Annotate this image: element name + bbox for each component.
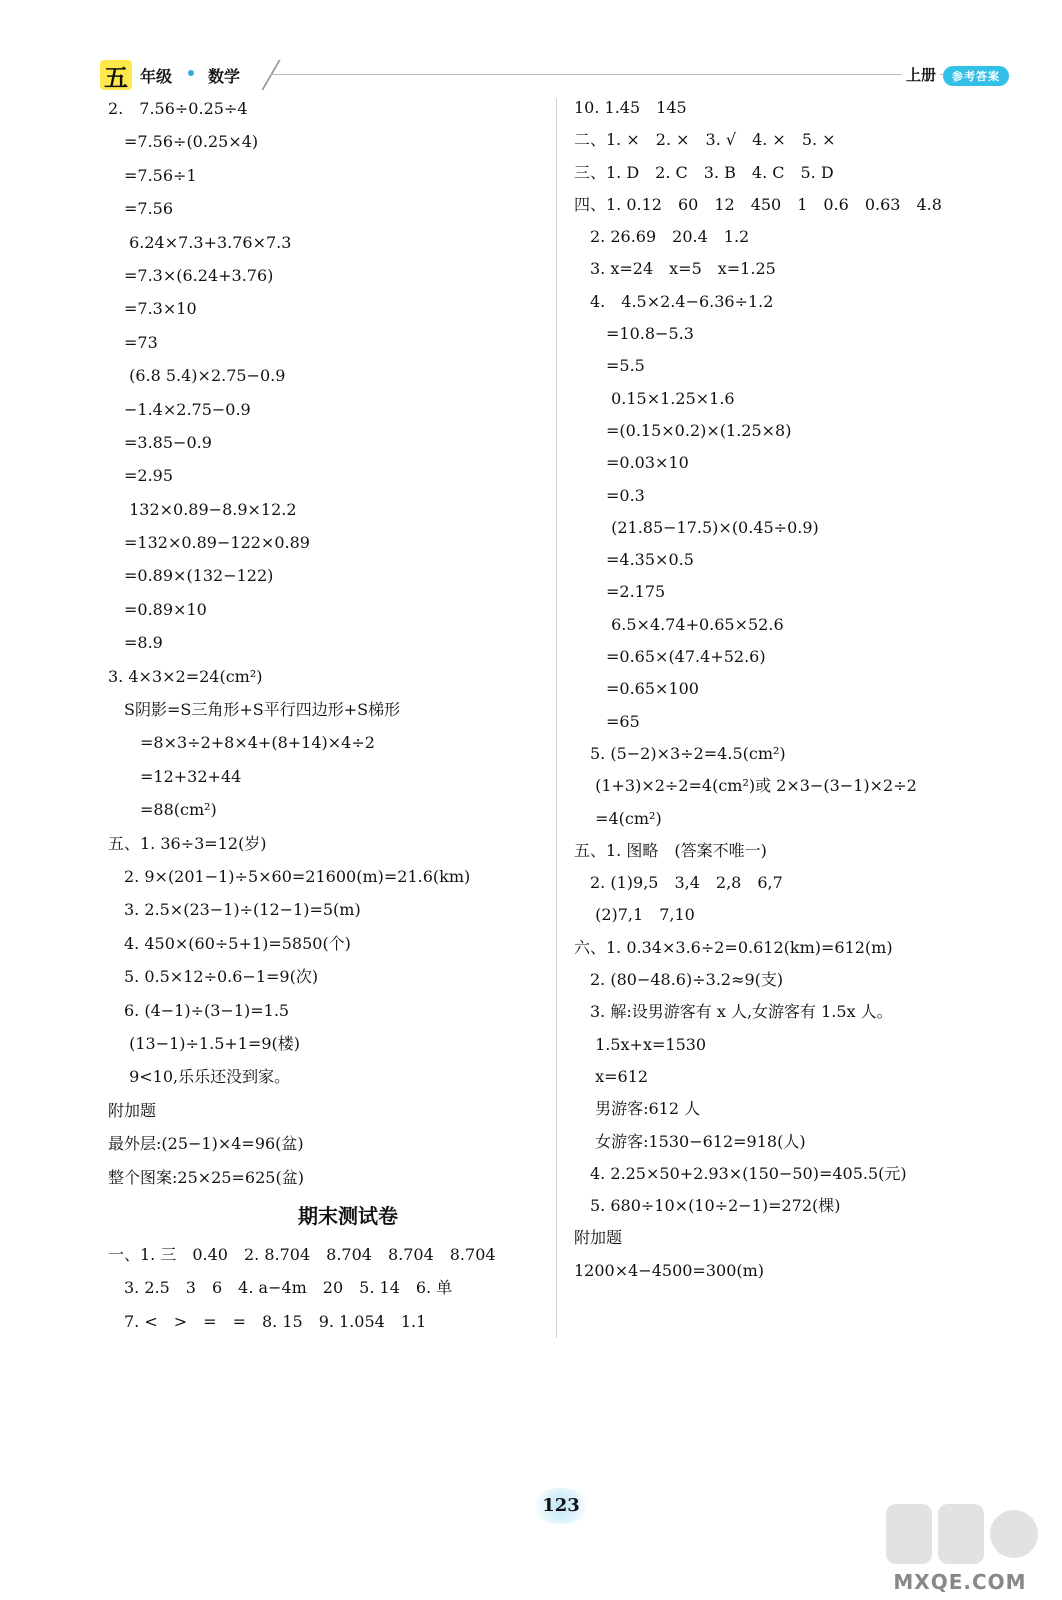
answer-line: =7.56÷1 [108, 165, 197, 185]
answer-line: (2)7,1 7,10 [574, 905, 695, 925]
answer-line: =0.89×10 [108, 599, 207, 619]
answer-line: =10.8−5.3 [574, 324, 694, 344]
answer-line: =0.03×10 [574, 453, 689, 473]
separator-dot-icon [188, 70, 194, 76]
answer-line: =8.9 [108, 633, 163, 653]
grade-label: 年级 [140, 67, 173, 86]
answer-line: 3. x=24 x=5 x=1.25 [574, 259, 776, 279]
answer-line: =0.3 [574, 485, 645, 505]
answer-line: 5. (5−2)×3÷2=4.5(cm²) [574, 743, 786, 763]
subject-label: 数学 [208, 67, 241, 86]
answer-line: 6. (4−1)÷(3−1)=1.5 [108, 1000, 290, 1020]
answer-line: =5.5 [574, 356, 645, 376]
answer-line: 9<10,乐乐还没到家。 [108, 1067, 291, 1087]
answer-line: 0.15×1.25×1.6 [574, 388, 735, 408]
answer-line: 1200×4−4500=300(m) [574, 1260, 765, 1280]
header-slash [241, 60, 280, 90]
answer-line: 1.5x+x=1530 [574, 1034, 707, 1054]
answer-badge: 参考答案 [943, 66, 1009, 86]
answer-line: =4(cm²) [574, 808, 662, 828]
answer-line: =12+32+44 [108, 766, 242, 786]
answer-line: 2. 7.56÷0.25÷4 [108, 99, 248, 118]
answer-line: 4. 450×(60÷5+1)=5850(个) [108, 933, 351, 953]
answer-line: =(0.15×0.2)×(1.25×8) [574, 420, 792, 440]
left-answer-lines-after [108, 1238, 548, 1338]
answer-line: 2. (80−48.6)÷3.2≈9(支) [574, 970, 784, 990]
answer-line: =0.89×(132−122) [108, 566, 274, 586]
answer-line: =4.35×0.5 [574, 550, 694, 570]
answer-line: 6.24×7.3+3.76×7.3 [108, 232, 292, 252]
answer-line: 4. 4.5×2.4−6.36÷1.2 [574, 291, 774, 311]
answer-line: 3. 4×3×2=24(cm²) [108, 666, 263, 686]
answer-line: 3. 2.5 3 6 4. a−4m 20 5. 14 6. 单 [108, 1278, 453, 1298]
exam-title: 期末测试卷 [298, 1203, 398, 1228]
answer-line: =88(cm²) [108, 800, 217, 820]
watermark-text: MXQE.COM [893, 1570, 1027, 1594]
answer-line: 一、1. 三 0.40 2. 8.704 8.704 8.704 8.704 [108, 1244, 496, 1264]
volume-label: 上册 [902, 64, 940, 85]
answer-line: =7.56÷(0.25×4) [108, 132, 259, 152]
answer-line: 六、1. 0.34×3.6÷2=0.612(km)=612(m) [574, 937, 893, 957]
right-answer-lines [574, 92, 1034, 1287]
answer-line: 女游客:1530−612=918(人) [574, 1131, 806, 1151]
answer-line: 五、1. 图略 (答案不唯一) [574, 840, 767, 860]
answer-line: 三、1. D 2. C 3. B 4. C 5. D [574, 162, 834, 182]
answer-line: (6.8 5.4)×2.75−0.9 [108, 366, 286, 386]
answer-line: =73 [108, 332, 158, 352]
answer-line: 附加题 [574, 1228, 623, 1248]
answer-line: =8×3÷2+8×4+(8+14)×4÷2 [108, 733, 375, 753]
answer-line: 附加题 [108, 1100, 157, 1120]
answer-line: =0.65×(47.4+52.6) [574, 647, 766, 667]
answer-line: 男游客:612 人 [574, 1099, 701, 1119]
left-answer-lines [108, 92, 548, 1194]
right-column [574, 92, 1034, 1287]
answer-line: 整个图案:25×25=625(盆) [108, 1167, 304, 1187]
answer-line: =2.175 [574, 582, 666, 602]
answer-line: 2. 26.69 20.4 1.2 [574, 227, 750, 247]
answer-line: 7. < > = = 8. 15 9. 1.054 1.1 [108, 1311, 427, 1331]
answer-line: =7.3×(6.24+3.76) [108, 265, 274, 285]
answer-line: =3.85−0.9 [108, 432, 212, 452]
answer-line: 6.5×4.74+0.65×52.6 [574, 614, 784, 634]
answer-line: 最外层:(25−1)×4=96(盆) [108, 1134, 304, 1154]
column-divider [556, 98, 557, 1338]
answer-line: =7.56 [108, 199, 174, 219]
answer-line: 3. 2.5×(23−1)÷(12−1)=5(m) [108, 900, 361, 920]
answer-line: 四、1. 0.12 60 12 450 1 0.6 0.63 4.8 [574, 194, 942, 214]
answer-line: x=612 [574, 1066, 649, 1086]
answer-line: 4. 2.25×50+2.93×(150−50)=405.5(元) [574, 1163, 907, 1183]
answer-line: 2. (1)9,5 3,4 2,8 6,7 [574, 873, 783, 893]
answer-line: 5. 0.5×12÷0.6−1=9(次) [108, 967, 319, 987]
answer-line: 132×0.89−8.9×12.2 [108, 499, 297, 519]
answer-line: 3. 解:设男游客有 x 人,女游客有 1.5x 人。 [574, 1002, 893, 1022]
answer-line: =65 [574, 711, 640, 731]
answer-line: −1.4×2.75−0.9 [108, 399, 251, 419]
answer-line: 二、1. × 2. × 3. √ 4. × 5. × [574, 130, 836, 150]
answer-line: 5. 680÷10×(10÷2−1)=272(棵) [574, 1196, 841, 1216]
grade-badge: 五 [100, 60, 132, 90]
page-number: 123 [531, 1488, 591, 1524]
answer-line: 2. 9×(201−1)÷5×60=21600(m)=21.6(km) [108, 866, 471, 886]
answer-line: =2.95 [108, 466, 174, 486]
answer-line: (13−1)÷1.5+1=9(楼) [108, 1033, 301, 1053]
answer-line: (21.85−17.5)×(0.45÷0.9) [574, 517, 819, 537]
answer-line: 10. 1.45 145 [574, 98, 687, 117]
answer-line: =0.65×100 [574, 679, 699, 699]
answer-line: 五、1. 36÷3=12(岁) [108, 833, 267, 853]
page-header [100, 58, 1012, 92]
answer-line: (1+3)×2÷2=4(cm²)或 2×3−(3−1)×2÷2 [574, 776, 917, 796]
left-column [108, 92, 548, 1338]
answer-line: S阴影=S三角形+S平行四边形+S梯形 [108, 700, 401, 720]
header-rule [270, 74, 960, 75]
answer-line: =7.3×10 [108, 299, 197, 319]
answer-line: =132×0.89−122×0.89 [108, 533, 310, 553]
